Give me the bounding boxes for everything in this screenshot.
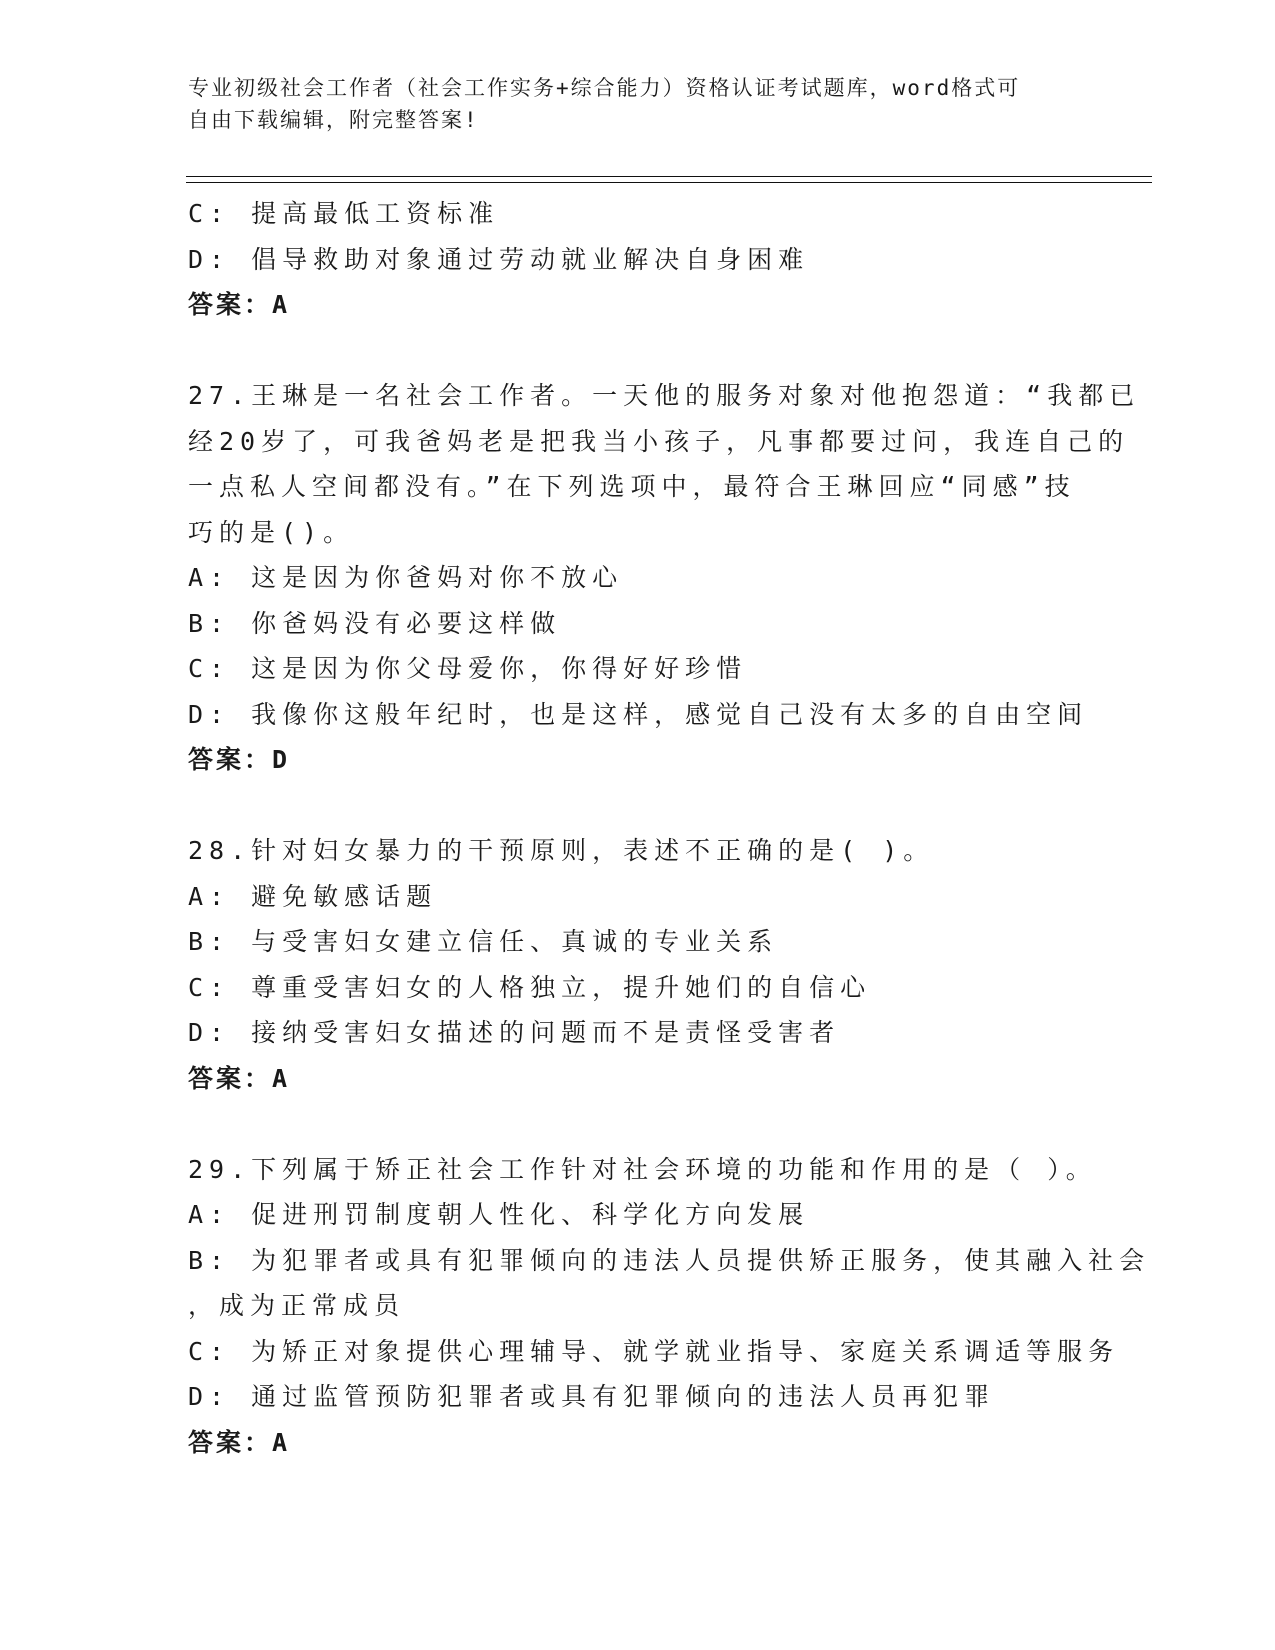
option-a: A: 避免敏感话题: [188, 881, 438, 911]
answer-line: 答案：D: [188, 745, 291, 774]
question-stem-line: 28.针对妇女暴力的干预原则，表述不正确的是( )。: [188, 836, 935, 865]
option-c: C: 为矫正对象提供心理辅导、就学就业指导、家庭关系调适等服务: [188, 1336, 1120, 1366]
header-line-1: 专业初级社会工作者（社会工作实务+综合能力）资格认证考试题库，word格式可: [188, 76, 1021, 100]
document-body: [188, 191, 1151, 1465]
option-a: A: 促进刑罚制度朝人性化、科学化方向发展: [188, 1200, 810, 1229]
option-d: D: 接纳受害妇女描述的问题而不是责怪受害者: [188, 1018, 841, 1047]
question-29: [188, 1147, 1151, 1466]
header-divider-top: [186, 176, 1152, 177]
option-d: D: 通过监管预防犯罪者或具有犯罪倾向的违法人员再犯罪: [188, 1382, 996, 1411]
document-header: [188, 72, 1088, 136]
question-stem-line: 27.王琳是一名社会工作者。一天他的服务对象对他抱怨道：“我都已: [188, 381, 1141, 410]
option-d: D: 倡导救助对象通过劳动就业解决自身困难: [188, 244, 810, 274]
question-stem-line: 一点私人空间都没有。”在下列选项中，最符合王琳回应“同感”技: [188, 472, 1076, 501]
option-d: D: 我像你这般年纪时，也是这样，感觉自己没有太多的自由空间: [188, 699, 1089, 729]
question-stem-line: 经20岁了，可我爸妈老是把我当小孩子，凡事都要过问，我连自己的: [188, 426, 1130, 456]
question-stem-line: 巧的是()。: [188, 517, 355, 547]
question-stem-line: 29.下列属于矫正社会工作针对社会环境的功能和作用的是（ ）。: [188, 1154, 1097, 1184]
option-c: C: 这是因为你父母爱你，你得好好珍惜: [188, 654, 748, 683]
answer-line: 答案：A: [188, 1427, 291, 1457]
question-28: [188, 828, 1088, 1101]
header-line-2: 自由下载编辑，附完整答案!: [188, 108, 479, 132]
answer-line: 答案：A: [188, 1063, 291, 1093]
answer-line: 答案：A: [188, 290, 291, 319]
option-a: A: 这是因为你爸妈对你不放心: [188, 563, 624, 592]
spacer: [188, 1101, 1088, 1147]
option-b: B: 你爸妈没有必要这样做: [188, 608, 562, 638]
option-b: B: 为犯罪者或具有犯罪倾向的违法人员提供矫正服务，使其融入社会: [188, 1245, 1151, 1275]
header-divider-bottom: [186, 182, 1152, 183]
question-27: [188, 373, 1141, 783]
option-c: C: 提高最低工资标准: [188, 199, 500, 228]
option-b-continued: ，成为正常成员: [188, 1291, 406, 1320]
option-c: C: 尊重受害妇女的人格独立，提升她们的自信心: [188, 972, 872, 1002]
spacer: [188, 328, 1088, 374]
option-b: B: 与受害妇女建立信任、真诚的专业关系: [188, 927, 779, 956]
spacer: [188, 783, 1088, 829]
